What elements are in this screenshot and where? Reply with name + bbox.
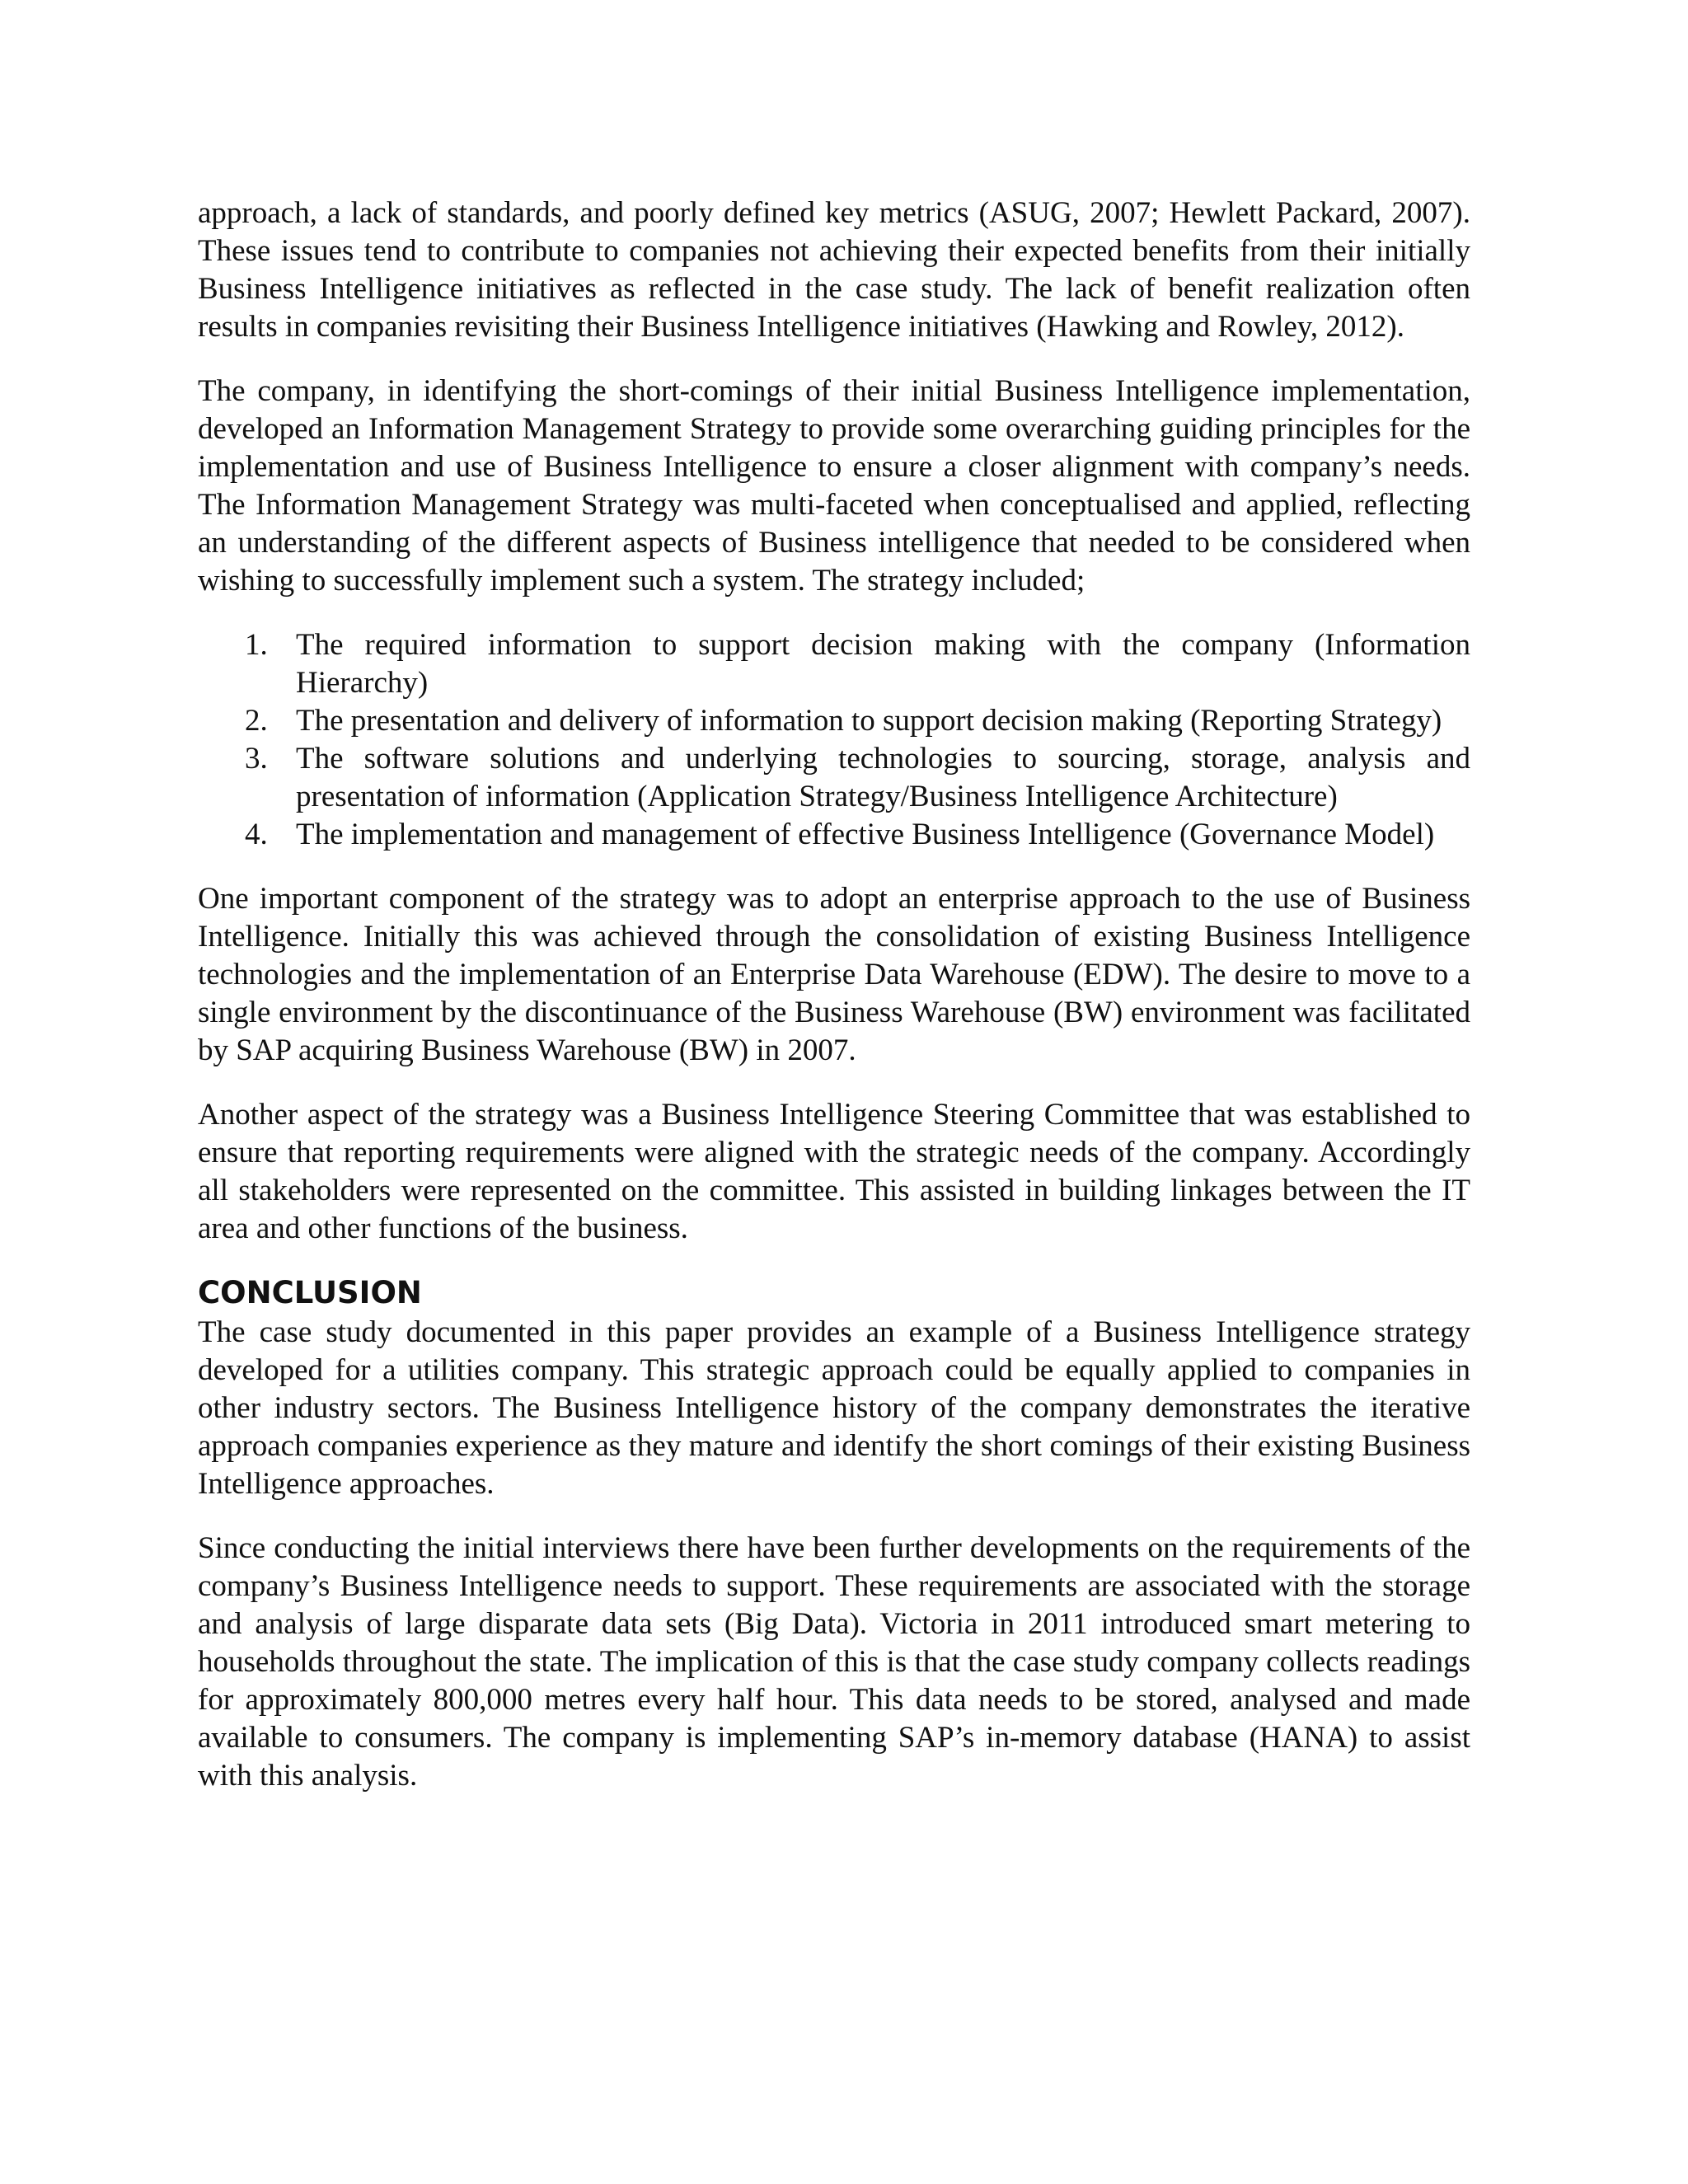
list-item-text: The implementation and management of effective Business Intelligence (Governance Model) bbox=[296, 818, 1435, 851]
paragraph-conclusion-case-study: The case study documented in this paper provides an example of a Business Intelligence strategy developed for a utilities company. This strategic approach could be equally applied to companies in other industry sectors. The Business Intelligence history of the company demonstrates the iterative approach companies experience as they mature and identify the short comings of their existing Business Intelligence approaches. bbox=[198, 1315, 1470, 1501]
list-item bbox=[198, 816, 1470, 854]
list-item-number: 1. bbox=[245, 628, 268, 662]
paragraph-information-management-strategy: The company, in identifying the short-comings of their initial Business Intelligence implementation, developed an Information Management Strategy to provide some overarching guiding principles for the implementation and use of Business Intelligence to ensure a closer alignment with company’s needs. The Information Management Strategy was multi-faceted when conceptualised and applied, reflecting an understanding of the different aspects of Business intelligence that needed to be considered when wishing to successfully implement such a system. The strategy included; bbox=[198, 374, 1470, 598]
strategy-list bbox=[198, 626, 1470, 854]
list-item bbox=[198, 626, 1470, 702]
list-item bbox=[198, 702, 1470, 740]
list-item bbox=[198, 740, 1470, 816]
list-item-text: The presentation and delivery of information to support decision making (Reporting Strategy) bbox=[296, 704, 1442, 738]
list-item-number: 3. bbox=[245, 742, 268, 776]
document-page bbox=[198, 194, 1470, 1821]
list-item-number: 2. bbox=[245, 704, 268, 738]
conclusion-heading: CONCLUSION bbox=[198, 1275, 422, 1310]
paragraph-enterprise-approach: One important component of the strategy was to adopt an enterprise approach to the use of Business Intelligence. Initially this was achieved through the consolidation of existing Business Intelligence technologies and the implementation of an Enterprise Data Warehouse (EDW). The desire to move to a single environment by the discontinuance of the Business Warehouse (BW) environment was facilitated by SAP acquiring Business Warehouse (BW) in 2007. bbox=[198, 882, 1470, 1067]
list-item-text: The software solutions and underlying technologies to sourcing, storage, analysis and presentation of information (Application Strategy/Business Intelligence Architecture) bbox=[296, 742, 1470, 813]
paragraph-approach: approach, a lack of standards, and poorly defined key metrics (ASUG, 2007; Hewlett Packard, 2007). These issues tend to contribute to companies not achieving their expected benefits from their initially Business Intelligence initiatives as reflected in the case study. The lack of benefit realization often results in companies revisiting their Business Intelligence initiatives (Hawking and Rowley, 2012). bbox=[198, 196, 1470, 344]
paragraph-steering-committee: Another aspect of the strategy was a Business Intelligence Steering Committee that was established to ensure that reporting requirements were aligned with the strategic needs of the company. Accordingly all stakeholders were represented on the committee. This assisted in building linkages between the IT area and other functions of the business. bbox=[198, 1098, 1470, 1245]
paragraph-conclusion-big-data: Since conducting the initial interviews there have been further developments on the requirements of the company’s Business Intelligence needs to support. These requirements are associated with the storage and analysis of large disparate data sets (Big Data). Victoria in 2011 introduced smart metering to households throughout the state. The implication of this is that the case study company collects readings for approximately 800,000 metres every half hour. This data needs to be stored, analysed and made available to consumers. The company is implementing SAP’s in-memory database (HANA) to assist with this analysis. bbox=[198, 1531, 1470, 1793]
list-item-text: The required information to support decision making with the company (Information Hierarchy) bbox=[296, 628, 1470, 700]
list-item-number: 4. bbox=[245, 818, 268, 851]
